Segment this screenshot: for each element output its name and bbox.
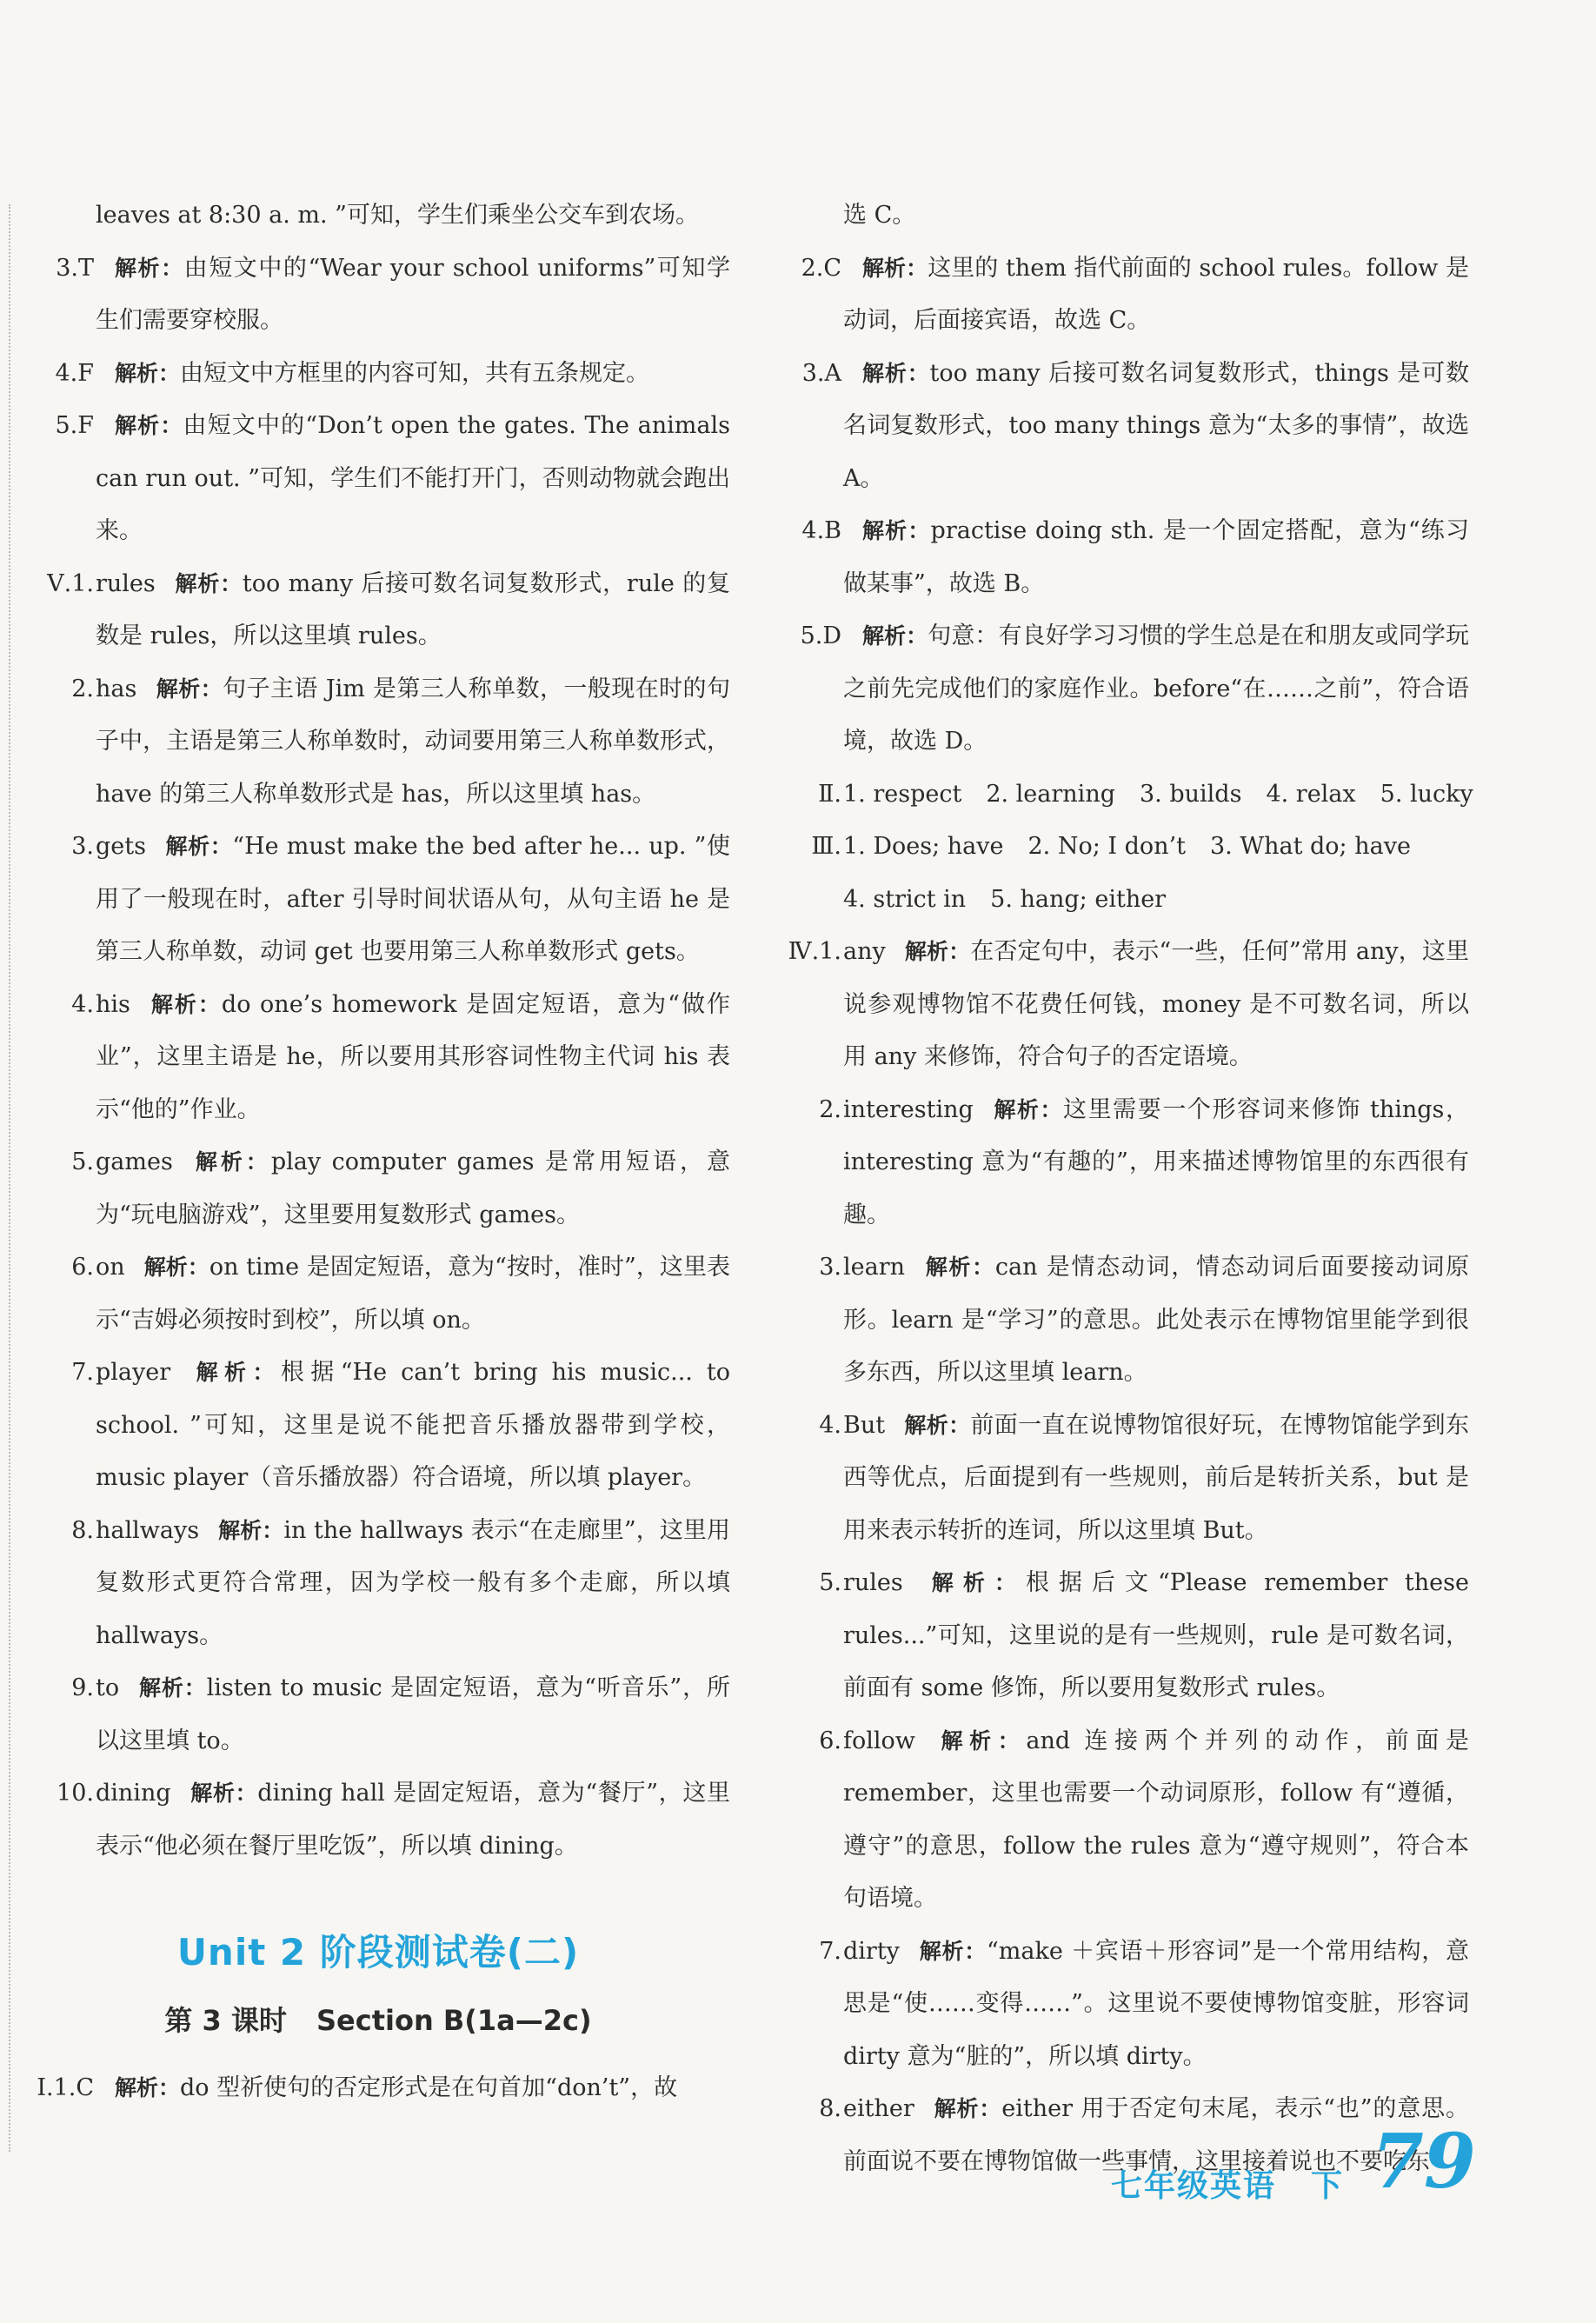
inline-answer: 5. hang; either bbox=[990, 885, 1167, 913]
answer-word: hallways bbox=[96, 1516, 200, 1544]
left-column bbox=[26, 190, 730, 2115]
inline-answer: 2. learning bbox=[986, 780, 1115, 808]
item-number: 8. bbox=[819, 2095, 841, 2122]
answer-item bbox=[26, 1347, 730, 1505]
analysis-tag: 解析： bbox=[191, 1149, 271, 1175]
analysis-text: 前面一直在说博物馆很好玩，在博物馆能学到东西等优点，后面提到有一些规则，前后是转折关系，but 是用来表示转折的连词，所以这里填 But。 bbox=[843, 1411, 1469, 1544]
analysis-text: play computer games 是常用短语，意为“玩电脑游戏”，这里要用复数形式 games。 bbox=[96, 1148, 730, 1228]
answer-word: interesting bbox=[843, 1095, 974, 1123]
item-number: 4.F bbox=[55, 359, 94, 387]
analysis-text: in the hallways 表示“在走廊里”，这里用复数形式更符合常理，因为学校一般有多个走廊，所以填 hallways。 bbox=[96, 1516, 730, 1649]
lesson-section: Section B(1a—2c) bbox=[316, 2004, 592, 2037]
answer-item bbox=[26, 1505, 730, 1663]
analysis-tag: 解析： bbox=[862, 255, 928, 281]
answer-word: learn bbox=[843, 1254, 906, 1281]
answer-item bbox=[774, 610, 1469, 769]
item-number: 4.B bbox=[801, 517, 841, 544]
page-number: 79 bbox=[1372, 2118, 1476, 2206]
analysis-tag: 解析： bbox=[918, 1938, 987, 1964]
analysis-text: 句子主语 Jim 是第三人称单数，一般现在时的句子中，主语是第三人称单数时，动词要用第三人称单数形式，have 的第三人称单数形式是 has，所以这里填 has。 bbox=[96, 675, 730, 808]
analysis-text: dining hall 是固定短语，意为“餐厅”，这里表示“他必须在餐厅里吃饭”，所以填 dining。 bbox=[96, 1780, 730, 1860]
analysis-text: listen to music 是固定短语，意为“听音乐”，所以这里填 to。 bbox=[96, 1674, 730, 1754]
analysis-tag: 解析： bbox=[156, 676, 223, 702]
answer-word: player bbox=[96, 1359, 171, 1386]
answer-word: dirty bbox=[843, 1937, 900, 1965]
analysis-tag: 解析： bbox=[924, 1255, 995, 1280]
analysis-text: on time 是固定短语，意为“按时，准时”，这里表示“吉姆必须按时到校”，所以填 on。 bbox=[96, 1254, 730, 1334]
item-number: Ⅳ.1. bbox=[788, 938, 841, 965]
answer-item bbox=[774, 1926, 1469, 2084]
answer-word: his bbox=[96, 990, 130, 1018]
answer-word: dining bbox=[96, 1780, 171, 1807]
inline-answer: 3. builds bbox=[1140, 780, 1242, 808]
answer-item bbox=[774, 190, 1469, 243]
answer-item bbox=[26, 1136, 730, 1241]
answer-item bbox=[774, 1241, 1469, 1400]
answer-word: to bbox=[96, 1674, 120, 1701]
unit-title: Unit 2 阶段测试卷(二) bbox=[176, 1931, 580, 1974]
analysis-tag: 解析： bbox=[143, 1255, 209, 1280]
item-number: 5. bbox=[71, 1148, 94, 1175]
item-number: Ⅰ.1.C bbox=[37, 2074, 94, 2101]
item-number: 5.D bbox=[800, 622, 841, 649]
item-number: 6. bbox=[819, 1727, 841, 1754]
analysis-text: either 用于否定句末尾，表示“也”的意思。前面说不要在博物馆做一些事情，这里接着说也不要吃东 bbox=[843, 2095, 1469, 2175]
analysis-tag: 解析： bbox=[115, 413, 183, 438]
section-iii-answers-cont bbox=[774, 874, 1469, 927]
answer-item bbox=[26, 821, 730, 979]
analysis-tag: 解析： bbox=[904, 1412, 971, 1438]
answer-word: gets bbox=[96, 833, 146, 860]
answer-item bbox=[26, 979, 730, 1137]
analysis-text: 由短文中方框里的内容可知，共有五条规定。 bbox=[180, 359, 650, 387]
answer-word: follow bbox=[843, 1727, 915, 1754]
analysis-text: too many 后接可数名词复数形式，things 是可数名词复数形式，too many things 意为“太多的事情”，故选 A。 bbox=[843, 359, 1469, 492]
answer-item bbox=[774, 1715, 1469, 1926]
analysis-text: “make ＋宾语＋形容词”是一个常用结构，意思是“使……变得……”。这里说不要使博物馆变脏，形容词 dirty 意为“脏的”，所以填 dirty。 bbox=[843, 1937, 1469, 2070]
section-number: Ⅲ. bbox=[811, 833, 841, 860]
answer-item bbox=[774, 926, 1469, 1084]
analysis-tag: 解析： bbox=[218, 1517, 284, 1543]
answer-item bbox=[26, 243, 730, 348]
answer-word: games bbox=[96, 1148, 173, 1175]
footer-grade-label: 七年级英语 bbox=[1111, 2168, 1277, 2204]
lesson-title bbox=[26, 1994, 730, 2047]
analysis-text: 这里需要一个形容词来修饰 things，interesting 意为“有趣的”，用来描述博物馆里的东西很有趣。 bbox=[843, 1095, 1469, 1228]
section-number: Ⅱ. bbox=[818, 780, 841, 808]
answer-item bbox=[26, 190, 730, 243]
inline-answer: 3. What do; have bbox=[1210, 833, 1411, 860]
analysis-text: do 型祈使句的否定形式是在句首加“don’t”，故 bbox=[180, 2074, 678, 2101]
analysis-text: 根据后文“Please remember these rules...”可知，这里说的是有一些规则，rule 是可数名词，前面有 some 修饰，所以要用复数形式 rules。 bbox=[843, 1569, 1469, 1701]
analysis-text: 句意：有良好学习习惯的学生总是在和朋友或同学玩之前先完成他们的家庭作业。before“在……之前”，符合语境，故选 D。 bbox=[843, 622, 1469, 755]
item-number: 5.F bbox=[55, 412, 94, 439]
analysis-tag: 解析： bbox=[934, 1727, 1027, 1754]
item-number: 3.T bbox=[56, 254, 94, 282]
item-number: 2. bbox=[71, 675, 94, 702]
answer-item bbox=[774, 1400, 1469, 1558]
answer-item bbox=[26, 2062, 730, 2115]
inline-answer: 2. No; I don’t bbox=[1027, 833, 1186, 860]
analysis-tag: 解析： bbox=[115, 2075, 181, 2100]
analysis-text: too many 后接可数名词复数形式，rule 的复数是 rules，所以这里填 rules。 bbox=[96, 569, 730, 649]
analysis-tag: 解析： bbox=[190, 1781, 258, 1806]
analysis-tag: 解析： bbox=[904, 939, 971, 964]
analysis-tag: 解析： bbox=[862, 360, 930, 386]
inline-answer: 4. relax bbox=[1266, 780, 1356, 808]
analysis-text: 根据“He can’t bring his music... to school. ”可知，这里是说不能把音乐播放器带到学校，music player（音乐播放器）符合语境，所以填 player。 bbox=[96, 1359, 730, 1491]
answer-item bbox=[26, 1767, 730, 1873]
analysis-text: can 是情态动词，情态动词后面要接动词原形。learn 是“学习”的意思。此处表示在博物馆里能学到很多东西，所以这里填 learn。 bbox=[843, 1254, 1469, 1386]
item-number: 4. bbox=[71, 990, 94, 1018]
answer-item bbox=[774, 348, 1469, 506]
answer-item bbox=[26, 663, 730, 822]
section-ii-answers bbox=[774, 769, 1473, 822]
item-number: 5. bbox=[819, 1569, 841, 1596]
item-number: 3. bbox=[71, 833, 94, 860]
item-number: 2. bbox=[819, 1095, 841, 1123]
analysis-text: practise doing sth. 是一个固定搭配，意为“练习做某事”，故选 B。 bbox=[843, 517, 1469, 597]
analysis-text: do one’s homework 是固定短语，意为“做作业”，这里主语是 he，所以要用其形容词性物主代词 his 表示“他的”作业。 bbox=[96, 990, 730, 1123]
analysis-tag: 解析： bbox=[149, 991, 222, 1017]
analysis-tag: 解析： bbox=[164, 834, 233, 859]
analysis-tag: 解析： bbox=[933, 2096, 1002, 2121]
item-number: 3. bbox=[819, 1254, 841, 1281]
answer-item bbox=[26, 348, 730, 401]
answer-item bbox=[774, 243, 1469, 348]
answer-word: either bbox=[843, 2095, 914, 2122]
item-number: 7. bbox=[819, 1937, 841, 1965]
page-edge-dots bbox=[9, 204, 10, 2152]
analysis-tag: 解析： bbox=[992, 1096, 1064, 1122]
answer-item bbox=[774, 1084, 1469, 1242]
footer-volume: 下 bbox=[1311, 2168, 1343, 2204]
analysis-tag: 解析： bbox=[174, 570, 243, 596]
analysis-text: 由短文中的“Don’t open the gates. The animals can run out. ”可知，学生们不能打开门，否则动物就会跑出来。 bbox=[96, 412, 730, 544]
item-number: 2.C bbox=[801, 254, 841, 282]
inline-answer: 1. Does; have bbox=[843, 833, 1004, 860]
answer-word: rules bbox=[96, 569, 156, 597]
analysis-text: and 连接两个并列的动作，前面是 remember，这里也需要一个动词原形，follow 有“遵循，遵守”的意思，follow the rules 意为“遵守规则”，符合本句语境。 bbox=[843, 1727, 1469, 1912]
item-number: 3.A bbox=[801, 359, 841, 387]
item-number: Ⅴ.1. bbox=[47, 569, 94, 597]
analysis-text: 由短文中的“Wear your school uniforms”可知学生们需要穿校服。 bbox=[96, 254, 730, 334]
analysis-tag: 解析： bbox=[115, 360, 181, 386]
answer-word: rules bbox=[843, 1569, 903, 1596]
answer-word: any bbox=[843, 938, 886, 965]
answer-item bbox=[26, 1241, 730, 1347]
item-number: 8. bbox=[71, 1516, 94, 1544]
lesson-label: 第 3 课时 bbox=[164, 2004, 287, 2037]
analysis-text: 在否定句中，表示“一些，任何”常用 any，这里说参观博物馆不花费任何钱，money 是不可数名词，所以用 any 来修饰，符合句子的否定语境。 bbox=[843, 938, 1469, 1070]
analysis-text: 这里的 them 指代前面的 school rules。follow 是动词，后面接宾语，故选 C。 bbox=[843, 254, 1469, 334]
answer-word: on bbox=[96, 1254, 125, 1281]
analysis-tag: 解析： bbox=[115, 255, 184, 281]
item-number: 7. bbox=[71, 1359, 94, 1386]
analysis-tag: 解析： bbox=[190, 1360, 281, 1385]
answer-item bbox=[26, 1662, 730, 1767]
analysis-tag: 解析： bbox=[862, 623, 928, 649]
right-column bbox=[774, 190, 1473, 2188]
section-iii-answers bbox=[774, 821, 1469, 874]
item-number: 6. bbox=[71, 1254, 94, 1281]
answer-item bbox=[26, 400, 730, 558]
item-number: 10. bbox=[57, 1780, 94, 1807]
inline-answer: 5. lucky bbox=[1380, 780, 1473, 808]
answer-word: has bbox=[96, 675, 137, 702]
analysis-tag: 解析： bbox=[921, 1570, 1026, 1595]
answer-item bbox=[774, 505, 1469, 610]
analysis-tag: 解析： bbox=[138, 1675, 207, 1701]
analysis-text: leaves at 8:30 a. m. ”可知，学生们乘坐公交车到农场。 bbox=[96, 202, 699, 229]
inline-answer: 4. strict in bbox=[843, 885, 967, 913]
analysis-text: 选 C。 bbox=[843, 202, 916, 229]
answer-word: But bbox=[843, 1411, 886, 1439]
answer-item bbox=[774, 1557, 1469, 1715]
analysis-text: “He must make the bed after he... up. ”使用了一般现在时，after 引导时间状语从句，从句主语 he 是第三人称单数，动词 get 也要用第三人称单数形式 gets。 bbox=[96, 833, 730, 965]
item-number: 9. bbox=[71, 1674, 94, 1701]
answer-item bbox=[26, 558, 730, 663]
item-number: 4. bbox=[819, 1411, 841, 1439]
inline-answer: 1. respect bbox=[843, 780, 962, 808]
analysis-tag: 解析： bbox=[862, 518, 931, 543]
